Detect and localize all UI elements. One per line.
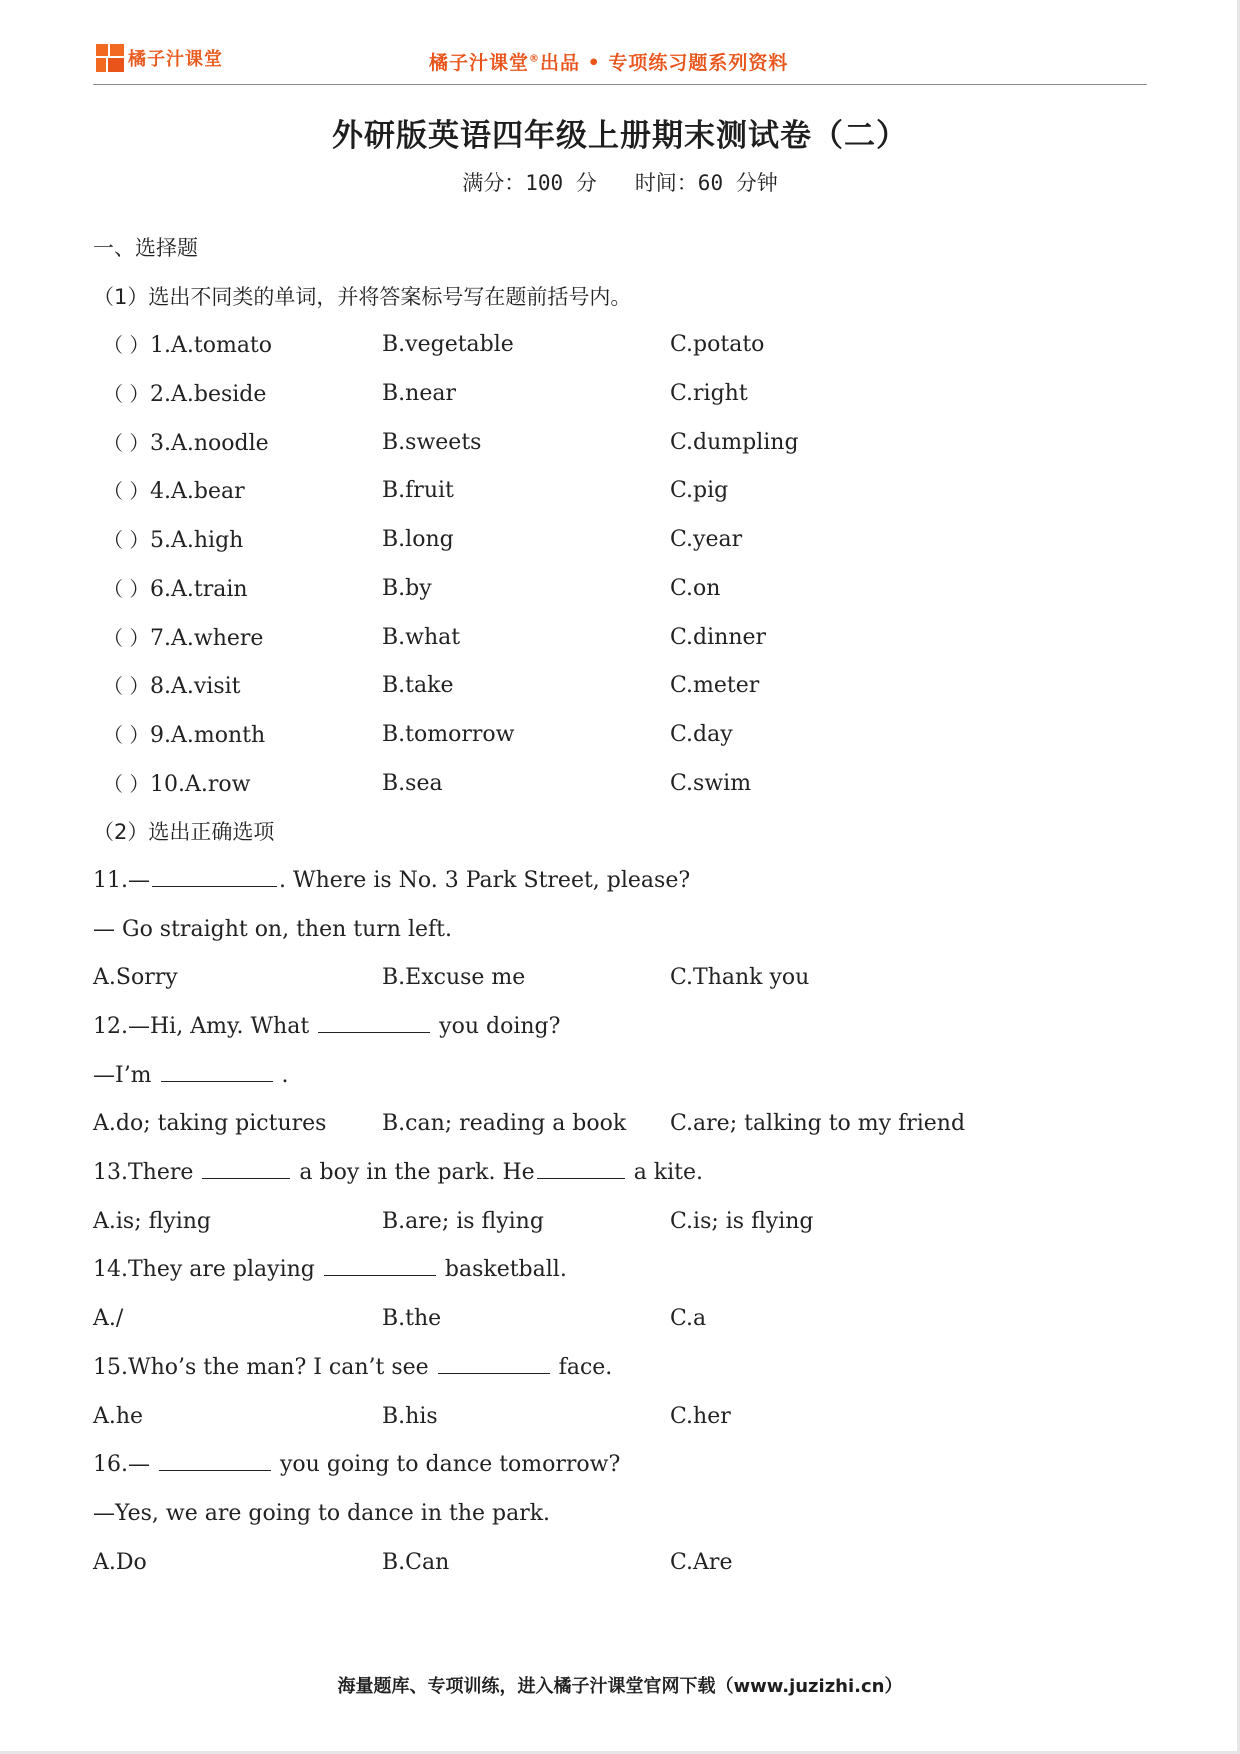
option-a: 8.A.visit bbox=[150, 674, 241, 700]
option-a: 4.A.bear bbox=[150, 479, 245, 505]
time-info: 时间：60 分钟 bbox=[634, 171, 778, 195]
answer-parentheses: （ ） bbox=[103, 771, 150, 796]
option-a: 1.A.tomato bbox=[150, 333, 273, 359]
option-a: 7.A.where bbox=[150, 625, 264, 651]
part2-instruction: （2）选出正确选项 bbox=[93, 820, 275, 845]
header-title bbox=[429, 48, 788, 75]
option-b: B.take bbox=[382, 673, 454, 699]
option-a: A.is; flying bbox=[93, 1208, 212, 1234]
option-c: C.on bbox=[670, 575, 721, 601]
answer-parentheses: （ ） bbox=[103, 382, 150, 407]
option-c: C.year bbox=[670, 527, 743, 553]
answer-blank bbox=[537, 1177, 625, 1179]
registered-mark: ® bbox=[529, 53, 541, 65]
option-a: 2.A.beside bbox=[150, 382, 267, 408]
option-c: C.are; talking to my friend bbox=[670, 1111, 966, 1137]
question-13: 13.There a boy in the park. He a kite. bbox=[93, 1160, 704, 1186]
option-c: C.Thank you bbox=[670, 965, 810, 991]
part1-instruction: （1）选出不同类的单词，并将答案标号写在题前括号内。 bbox=[93, 284, 632, 309]
question-11: 11.— . Where is No. 3 Park Street, please? bbox=[93, 867, 691, 893]
option-a: 6.A.train bbox=[150, 576, 248, 602]
vocab-question-row bbox=[93, 516, 1133, 565]
answer-parentheses: （ ） bbox=[103, 674, 150, 699]
answer-parentheses: （ ） bbox=[103, 528, 150, 553]
option-a-group bbox=[93, 467, 245, 517]
option-a-group bbox=[93, 370, 266, 420]
part1-question-list bbox=[93, 321, 1133, 808]
option-a-group bbox=[93, 321, 272, 371]
vocab-question-row bbox=[93, 419, 1133, 468]
question-11-options bbox=[93, 954, 1133, 1003]
option-a-group bbox=[93, 419, 269, 469]
logo-squares-icon bbox=[96, 44, 124, 72]
option-b: B.vegetable bbox=[382, 332, 514, 358]
option-c: C.potato bbox=[670, 332, 765, 358]
option-a: A.Do bbox=[93, 1549, 147, 1575]
option-c: C.day bbox=[670, 721, 733, 747]
option-a: 10.A.row bbox=[150, 771, 251, 797]
brand-logo bbox=[96, 44, 223, 72]
question-14: 14.They are playing basketball. bbox=[93, 1257, 567, 1283]
option-b: B.what bbox=[382, 624, 461, 650]
option-b: B.can; reading a book bbox=[382, 1111, 627, 1137]
vocab-question-row bbox=[93, 614, 1133, 663]
option-c: C.right bbox=[670, 381, 748, 407]
question-14-options bbox=[93, 1295, 1133, 1344]
logo-text: 橘子汁课堂 bbox=[128, 49, 223, 70]
option-b: B.fruit bbox=[382, 478, 454, 504]
option-b: B.sweets bbox=[382, 429, 482, 455]
option-c: C.dinner bbox=[670, 624, 767, 650]
answer-parentheses: （ ） bbox=[103, 625, 150, 650]
option-a: A.he bbox=[93, 1403, 144, 1429]
option-b: B.by bbox=[382, 575, 432, 601]
option-a-group bbox=[93, 760, 250, 810]
question-11-response: — Go straight on, then turn left. bbox=[93, 916, 453, 942]
exam-meta bbox=[0, 167, 1240, 197]
option-a-group bbox=[93, 711, 265, 761]
answer-parentheses: （ ） bbox=[103, 722, 150, 747]
page-header bbox=[93, 40, 1147, 85]
option-b: B.his bbox=[382, 1403, 438, 1429]
option-c: C.pig bbox=[670, 478, 729, 504]
option-a: A.Sorry bbox=[93, 965, 178, 991]
question-12-response: —I’m . bbox=[93, 1062, 289, 1088]
answer-parentheses: （ ） bbox=[103, 576, 150, 601]
page-footer: 海量题库、专项训练，进入橘子汁课堂官网下载（www.juzizhi.cn） bbox=[337, 1676, 903, 1697]
option-a-group bbox=[93, 662, 241, 712]
header-title-brand: 橘子汁课堂 bbox=[429, 52, 530, 74]
answer-parentheses: （ ） bbox=[103, 430, 150, 455]
option-c: C.swim bbox=[670, 770, 752, 796]
section-heading: 一、选择题 bbox=[93, 236, 198, 260]
question-13-options bbox=[93, 1198, 1133, 1247]
option-a: 3.A.noodle bbox=[150, 430, 269, 456]
score-info: 满分：100 分 bbox=[462, 171, 597, 195]
vocab-question-row bbox=[93, 760, 1133, 809]
vocab-question-row bbox=[93, 565, 1133, 614]
option-b: B.the bbox=[382, 1306, 442, 1332]
question-16: 16.— you going to dance tomorrow? bbox=[93, 1452, 621, 1478]
question-15-options bbox=[93, 1393, 1133, 1442]
header-title-rest: 出品 • 专项练习题系列资料 bbox=[540, 52, 789, 74]
option-a-group bbox=[93, 516, 243, 566]
answer-parentheses: （ ） bbox=[103, 479, 150, 504]
answer-blank bbox=[202, 1177, 290, 1179]
option-b: B.long bbox=[382, 527, 454, 553]
answer-parentheses: （ ） bbox=[103, 333, 150, 358]
question-12: 12.—Hi, Amy. What you doing? bbox=[93, 1014, 561, 1039]
vocab-question-row bbox=[93, 467, 1133, 516]
question-15: 15.Who’s the man? I can’t see face. bbox=[93, 1354, 613, 1380]
option-a: 9.A.month bbox=[150, 722, 266, 748]
option-b: B.near bbox=[382, 381, 456, 407]
option-b: B.sea bbox=[382, 770, 443, 796]
option-c: C.Are bbox=[670, 1549, 733, 1575]
option-c: C.a bbox=[670, 1306, 707, 1332]
option-a: 5.A.high bbox=[150, 528, 244, 554]
document-title: 外研版英语四年级上册期末测试卷（二） bbox=[332, 118, 908, 154]
answer-blank bbox=[152, 885, 277, 887]
option-b: B.Can bbox=[382, 1549, 450, 1575]
exam-content bbox=[93, 224, 1133, 1587]
question-16-response: —Yes, we are going to dance in the park. bbox=[93, 1500, 551, 1526]
option-b: B.Excuse me bbox=[382, 965, 526, 991]
option-c: C.dumpling bbox=[670, 429, 799, 455]
vocab-question-row bbox=[93, 711, 1133, 760]
answer-blank bbox=[324, 1274, 436, 1276]
option-a-group bbox=[93, 565, 248, 615]
option-a: A.do; taking pictures bbox=[93, 1111, 327, 1137]
option-a: A./ bbox=[93, 1306, 124, 1332]
option-c: C.her bbox=[670, 1403, 731, 1429]
question-12-options bbox=[93, 1100, 1133, 1149]
answer-blank bbox=[318, 1031, 430, 1033]
answer-blank bbox=[161, 1080, 273, 1082]
vocab-question-row bbox=[93, 370, 1133, 419]
vocab-question-row bbox=[93, 321, 1133, 370]
option-a-group bbox=[93, 614, 263, 664]
answer-blank bbox=[159, 1469, 271, 1471]
option-b: B.tomorrow bbox=[382, 721, 515, 747]
answer-blank bbox=[438, 1372, 550, 1374]
option-c: C.is; is flying bbox=[670, 1208, 814, 1234]
question-16-options bbox=[93, 1539, 1133, 1588]
option-c: C.meter bbox=[670, 673, 760, 699]
vocab-question-row bbox=[93, 662, 1133, 711]
option-b: B.are; is flying bbox=[382, 1208, 544, 1234]
